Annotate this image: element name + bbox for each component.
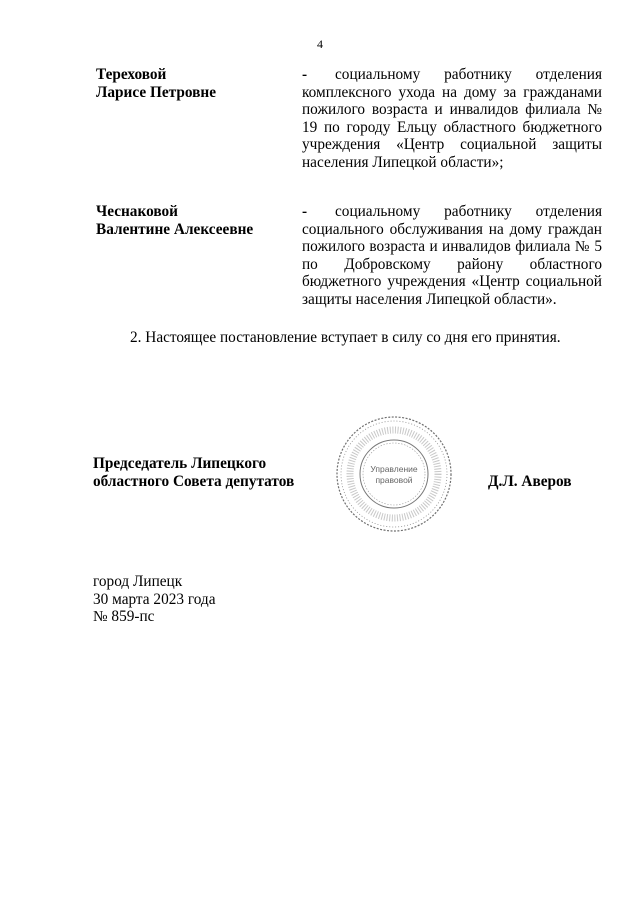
recipient-surname: Тереховой <box>96 66 167 83</box>
seal-center-line-1: Управление <box>370 464 418 474</box>
clause-2: 2. Настоящее постановление вступает в силу со дня его принятия. <box>130 329 561 346</box>
recipient-surname: Чеснаковой <box>96 203 178 220</box>
signatory-title-line-1: Председатель Липецкого <box>93 455 267 472</box>
recipient-position: социальному работнику отделения комплексного ухода на дому за гражданами пожилого возраста и инвалидов филиала № 19 по городу Ельцу областного бюджетного учреждения «Центр социальной защиты населения Липецкой области»; <box>302 66 602 171</box>
recipient-name <box>96 66 286 101</box>
footer-number: № 859-пс <box>93 608 155 626</box>
recipient-given-names: Валентине Алексеевне <box>96 220 254 238</box>
entry-dash: - <box>302 66 308 83</box>
signatory-title <box>93 455 294 490</box>
recipient-given-names: Ларисе Петровне <box>96 83 216 101</box>
signatory-name: Д.Л. Аверов <box>488 473 572 490</box>
footer-city: город Липецк <box>93 573 183 590</box>
entry-dash: - <box>302 203 308 220</box>
official-seal-icon <box>334 414 454 534</box>
recipient-name <box>96 203 286 238</box>
recipient-position: социальному работнику отделения социального обслуживания на дому граждан пожилого возраста и инвалидов филиала № 5 по Добровскому району областного бюджетного учреждения «Центр социальной защиты населения Липецкой области». <box>302 203 602 308</box>
footer-date: 30 марта 2023 года <box>93 590 216 608</box>
document-footer <box>93 573 216 626</box>
seal-center-line-2: правовой <box>375 475 413 485</box>
signatory-title-line-2: областного Совета депутатов <box>93 472 295 490</box>
page-number: 4 <box>317 37 323 51</box>
